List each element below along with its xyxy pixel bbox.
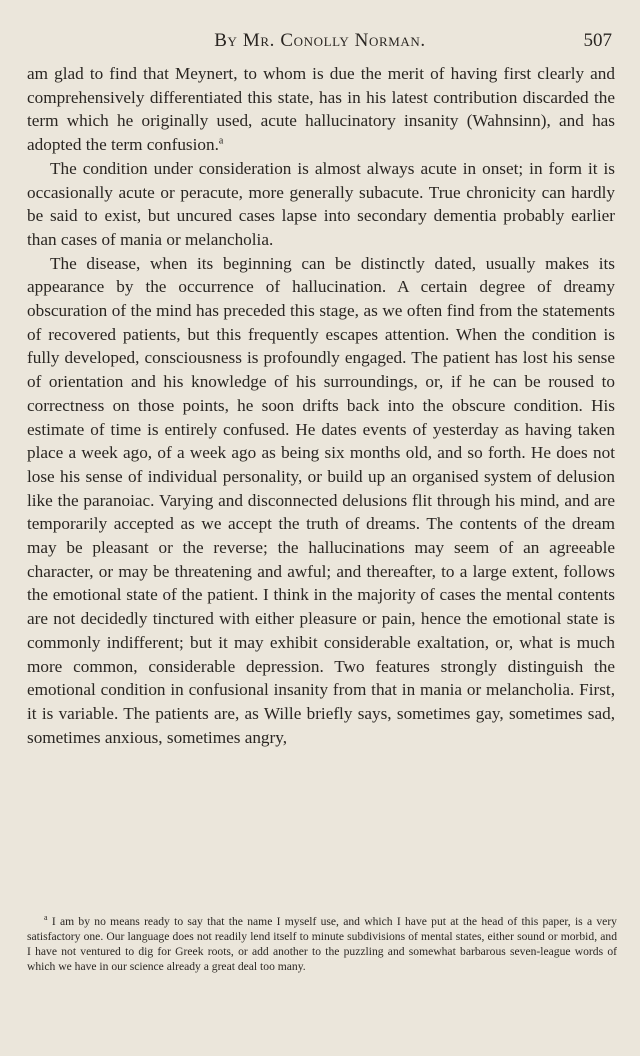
running-head [0,30,640,60]
header-title: By Mr. Conolly Norman. [214,30,426,51]
page-number: 507 [583,30,612,51]
footnote-mark: a [44,913,48,923]
paragraph-1-text: am glad to find that Meynert, to whom is due the merit of having first clearly and comprehensively differentiated this state, has in his latest contribution discarded the term which he originally used, acute hallucinatory insanity (Wahnsinn), and has adopted the term confusion. [27,64,615,155]
paragraph-2: The condition under consideration is almost always acute in onset; in form it is occasionally acute or peracute, more generally subacute. True chronicity can hardly be said to exist, but uncured cases lapse into secondary dementia probably earlier than cases of mania or melancholia. [27,158,615,249]
footnote-reference-mark: a [218,135,224,147]
paragraph-1 [27,62,615,157]
paragraph-3: The disease, when its beginning can be distinctly dated, usually makes its appearance by the occurrence of hallucination. A certain degree of dreamy obscuration of the mind has preceded this stage, as we often find from the statements of recovered patients, but this frequently escapes attention. When the condition is fully developed, consciousness is profoundly engaged. The patient has lost his sense of orientation and his knowledge of his surroundings, or, if he can be roused to correctness on those points, he soon drifts back into the obscure condition. His estimate of time is entirely confused. He dates events of yesterday as having taken place a week ago, of a week ago as being six months old, and so forth. He does not lose his sense of individual personality, or build up an organised system of delusion like the paranoiac. Varying and disconnected delusions flit through his mind, and are temporarily accepted as we accept the truth of dreams. The contents of the dream may be pleasant or the reverse; the hallucinations may seem of an agreeable character, or may be threatening and awful; and thereafter, to a large extent, follows the emotional state of the patient. I think in the majority of cases the mental contents are not decidedly tinctured with either pleasure or pain, hence the emotional state is commonly indifferent; but it may exhibit considerable exaltation, or, what is much more common, considerable depression. Two features strongly distinguish the emotional condition in confusional insanity from that in mania or melancholia. First, it is variable. The patients are, as Wille briefly says, sometimes gay, sometimes sad, sometimes anxious, sometimes angry, [27,253,615,747]
footnote-text: I am by no means ready to say that the name I myself use, and which I have put at the head of this paper, is a very satisfactory one. Our language does not readily lend itself to minute subdivisions of mental states, either sound or morbid, and I have not ventured to dig for Greek roots, or add another to the puzzling and somewhat barbarous seven-league words of which we have in our science already a great deal too many. [27,915,617,973]
footnote [27,914,617,974]
body-text [27,62,615,749]
